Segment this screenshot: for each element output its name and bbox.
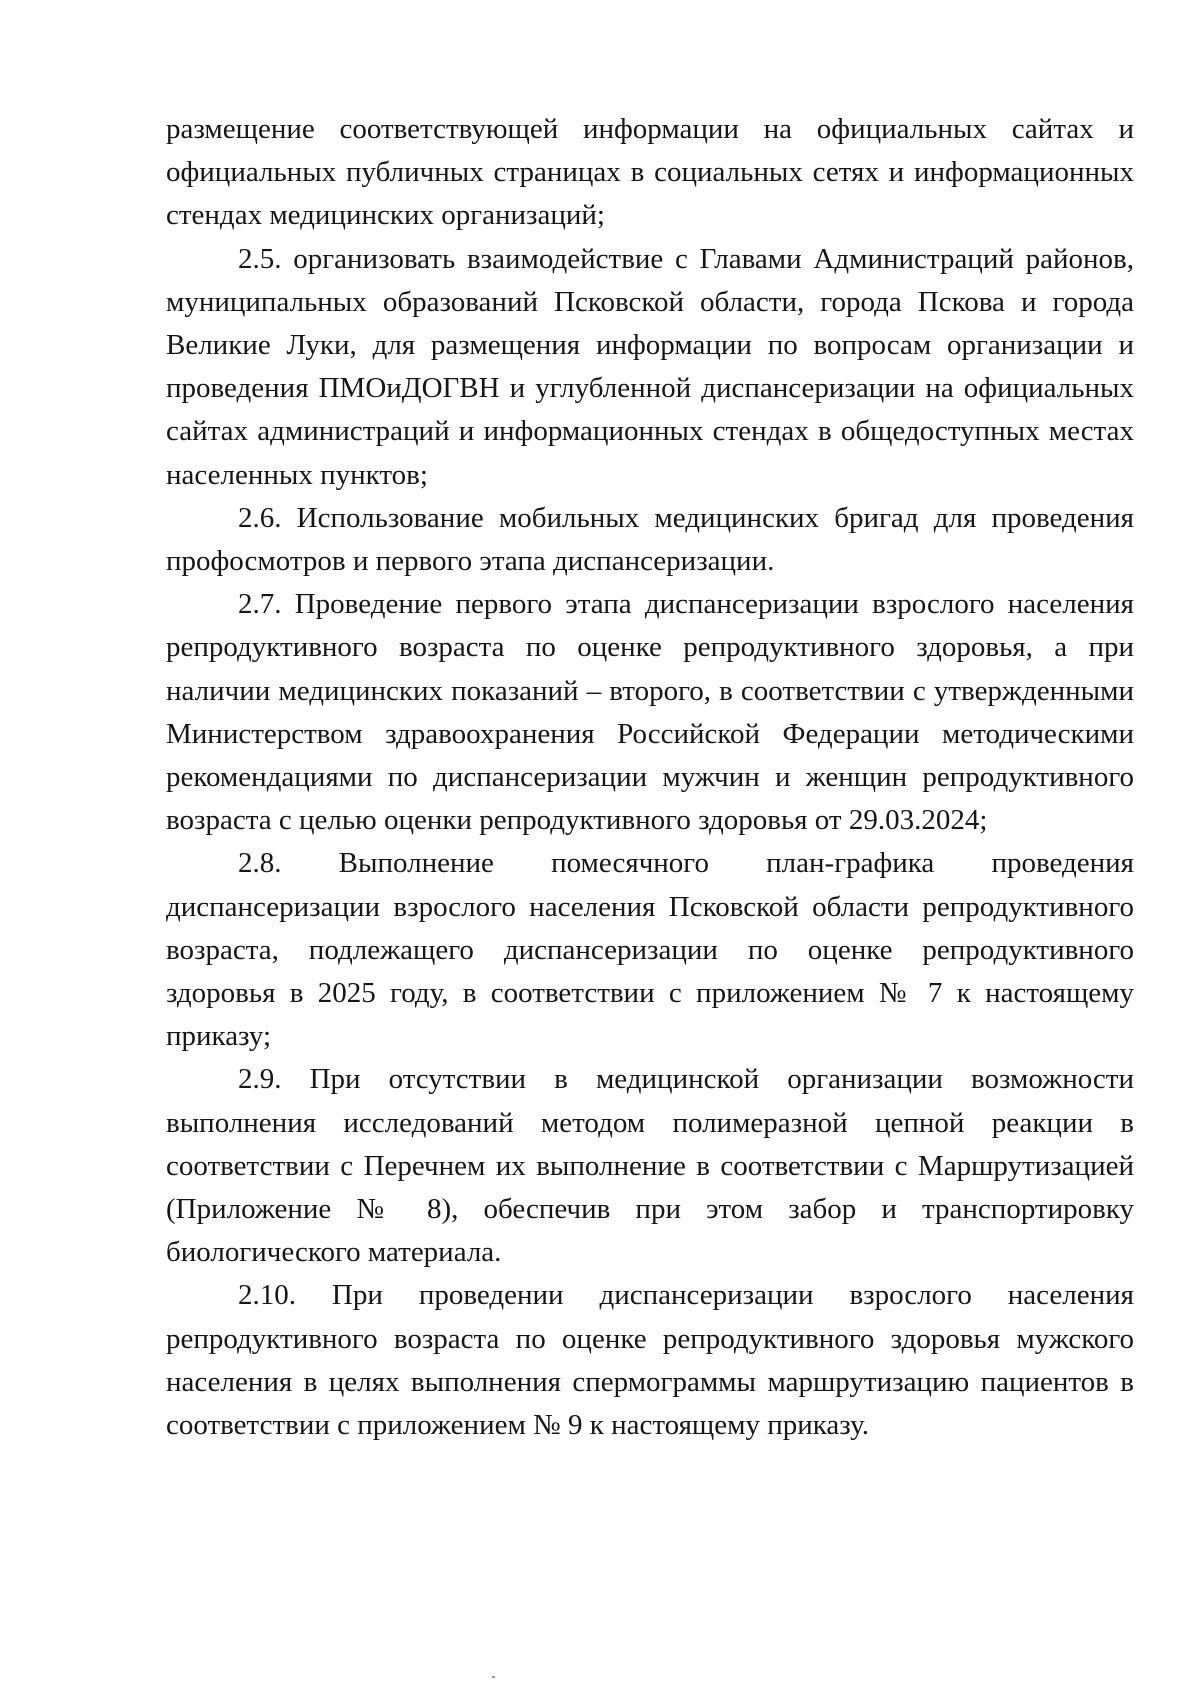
paragraph-2-9: 2.9. При отсутствии в медицинской организации возможности выполнения исследований методом полимеразной цепной реакции в соответствии с Перечнем их выполнение в соответствии с Маршрутизацией (Приложение № 8), обеспечив при этом забор и транспортировку биологического материала. — [166, 1063, 1134, 1269]
paragraph-2-5: 2.5. организовать взаимодействие с Главами Администраций районов, муниципальных образований Псковской области, города Пскова и города Великие Луки, для размещения информации по вопросам организации и проведения ПМОиДОГВН и углубленной диспансеризации на официальных сайтах администраций и информационных стендах в общедоступных местах населенных пунктов; — [166, 242, 1134, 491]
paragraph-continuation: размещение соответствующей информации на официальных сайтах и официальных публичных страницах в социальных сетях и информационных стендах медицинских организаций; — [166, 113, 1134, 232]
scan-speck — [492, 1676, 495, 1678]
document-body — [166, 108, 1134, 1447]
paragraph-2-6: 2.6. Использование мобильных медицинских бригад для проведения профосмотров и первого этапа диспансеризации. — [166, 501, 1134, 578]
paragraph-2-7: 2.7. Проведение первого этапа диспансеризации взрослого населения репродуктивного возраста по оценке репродуктивного здоровья, а при наличии медицинских показаний – второго, в соответствии с утвержденными Министерством здравоохранения Российской Федерации методическими рекомендациями по диспансеризации мужчин и женщин репродуктивного возраста с целью оценки репродуктивного здоровья от 29.03.2024; — [166, 588, 1134, 837]
paragraph-2-8: 2.8. Выполнение помесячного план-графика проведения диспансеризации взрослого населения Псковской области репродуктивного возраста, подлежащего диспансеризации по оценке репродуктивного здоровья в 2025 году, в соответствии с приложением № 7 к настоящему приказу; — [166, 847, 1134, 1053]
paragraph-2-10: 2.10. При проведении диспансеризации взрослого населения репродуктивного возраста по оценке репродуктивного здоровья мужского населения в целях выполнения спермограммы маршрутизацию пациентов в соответствии с приложением № 9 к настоящему приказу. — [166, 1279, 1134, 1442]
